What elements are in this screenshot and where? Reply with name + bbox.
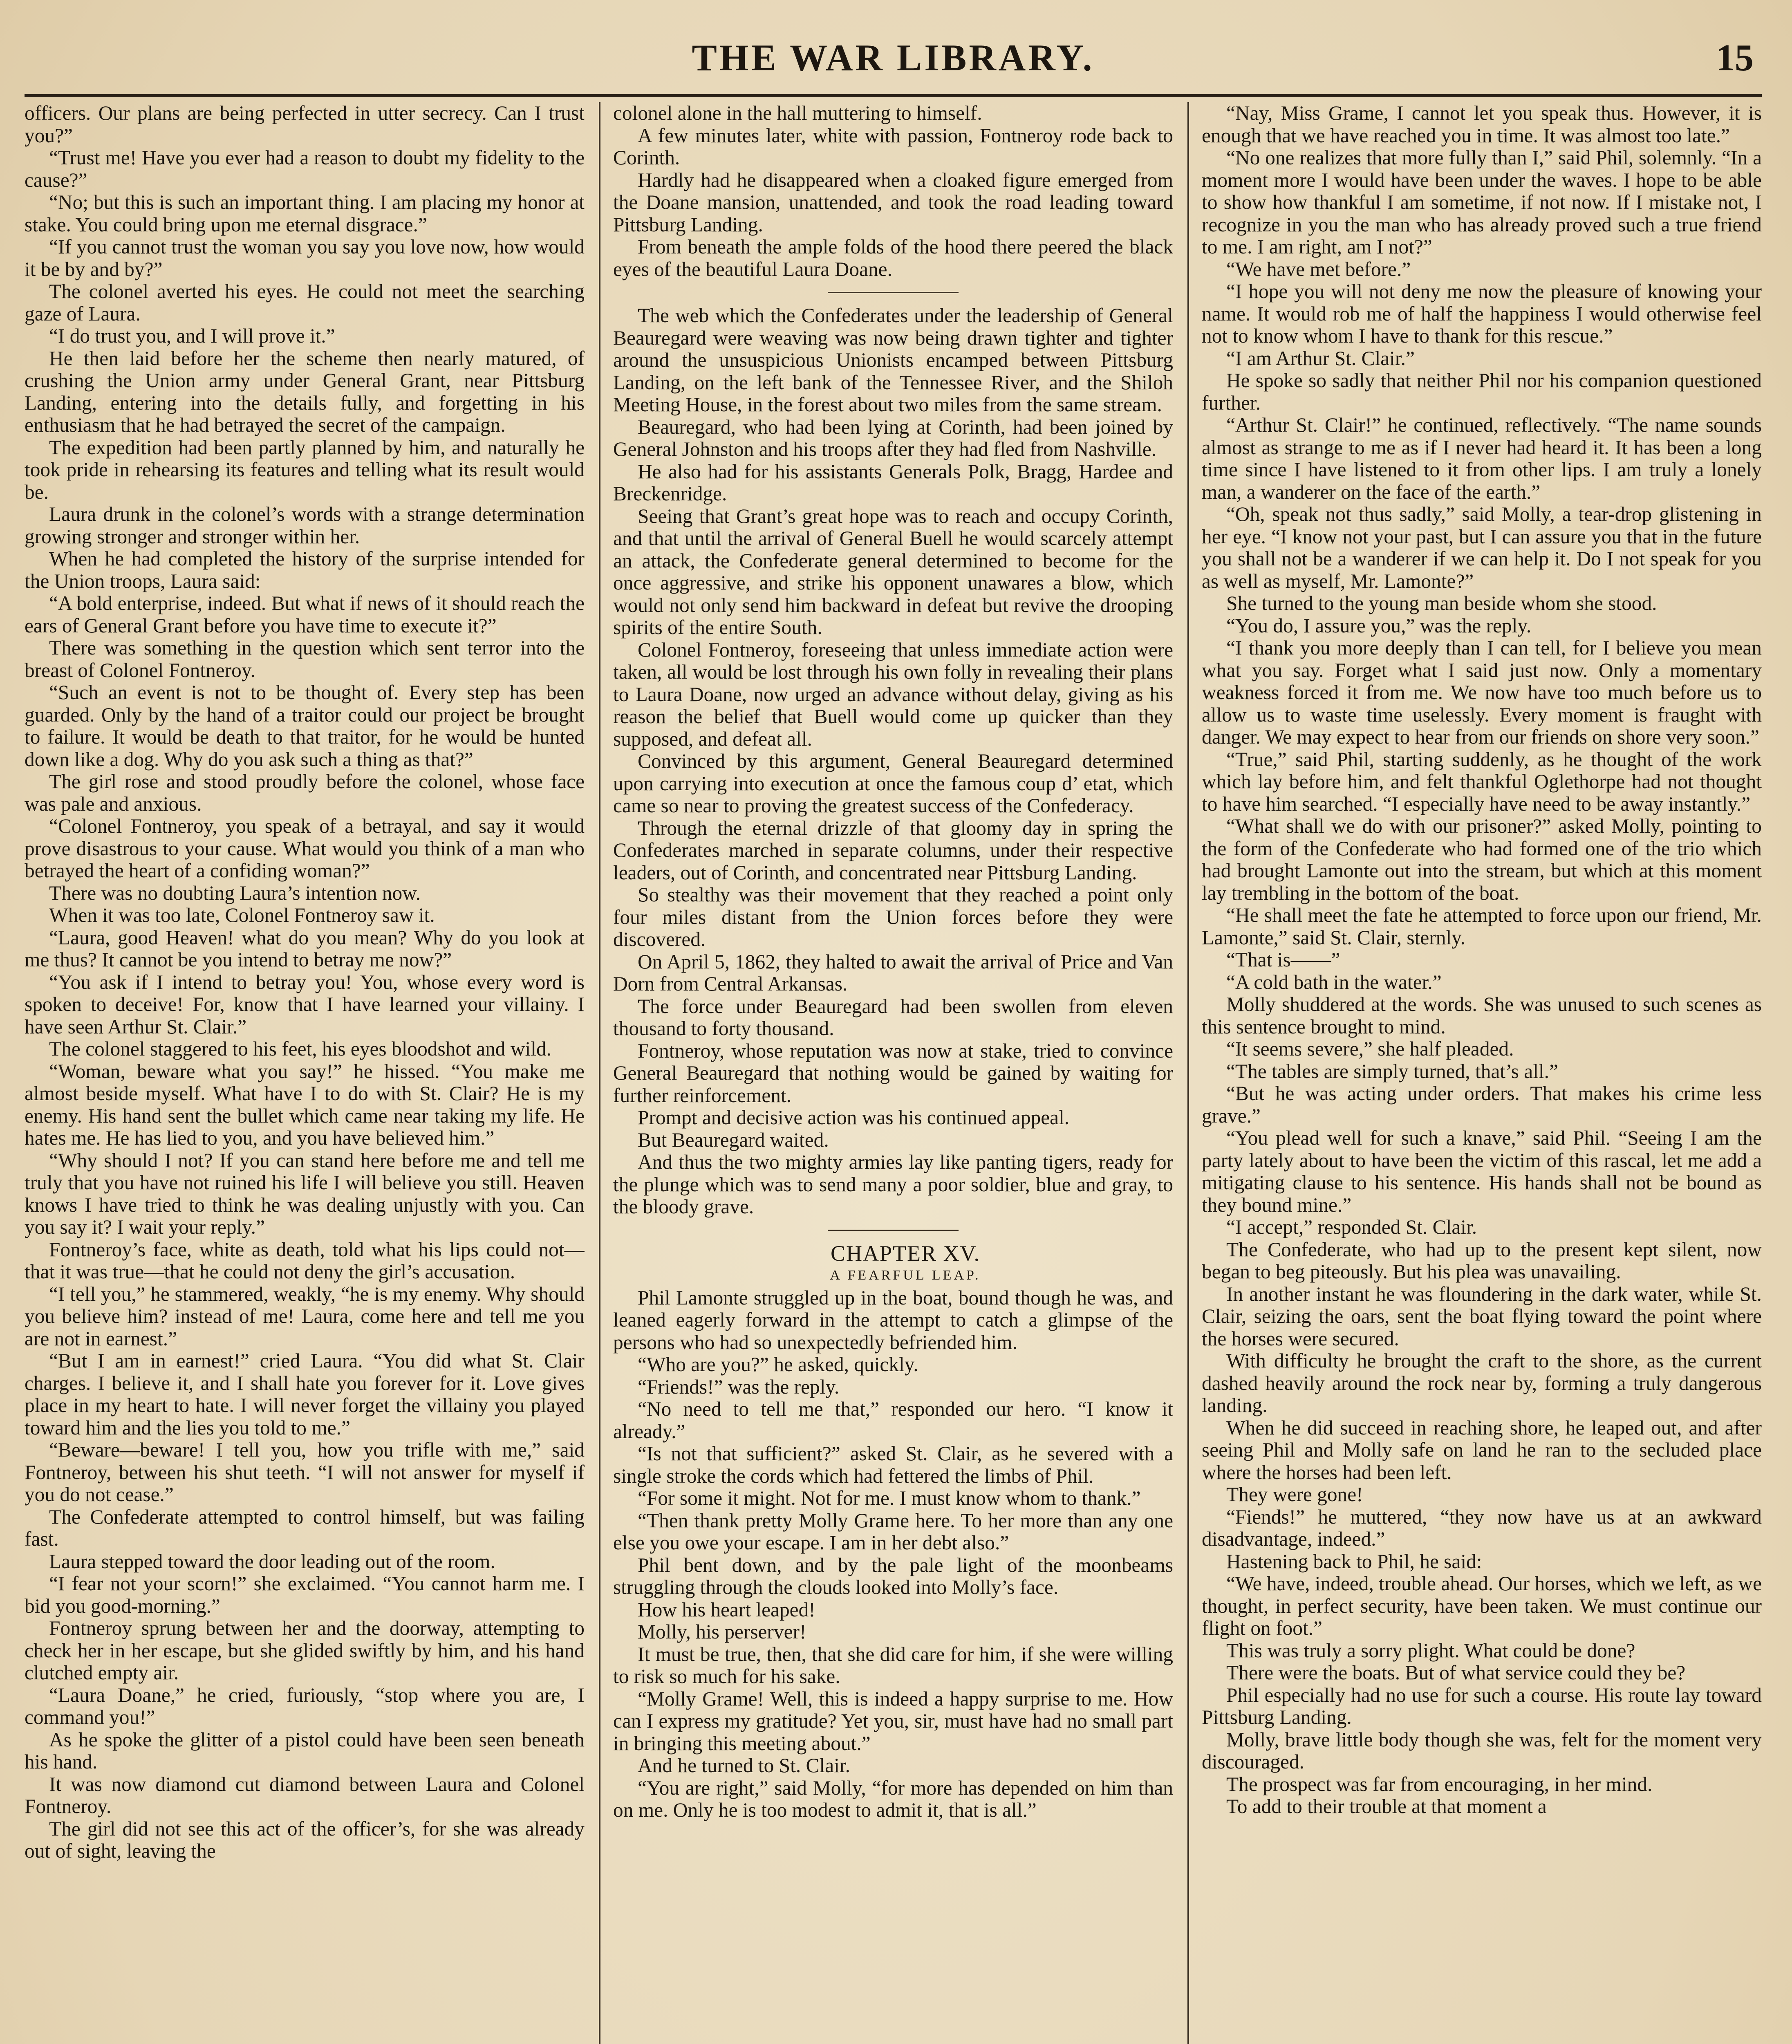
paragraph: “I tell you,” he stammered, weakly, “he is my enemy. Why should you believe him? instead of me! Laura, come here and tell me you are not in earnest.” bbox=[25, 1282, 585, 1350]
paragraph: He also had for his assistants Generals Polk, Bragg, Hardee and Breckenridge. bbox=[613, 460, 1173, 505]
paragraph: “Laura Doane,” he cried, furiously, “stop where you are, I command you!” bbox=[25, 1683, 585, 1728]
paragraph: Convinced by this argument, General Beauregard determined upon carrying into execution at once the famous coup d’ etat, which came so near to proving the greatest success of the Confederacy. bbox=[613, 750, 1173, 817]
paragraph: “Colonel Fontneroy, you speak of a betrayal, and say it would prove disastrous to your cause. What would you think of a man who betrayed the heart of a confiding woman?” bbox=[25, 815, 585, 882]
publication-title: THE WAR LIBRARY. bbox=[692, 37, 1095, 78]
paragraph: It was now diamond cut diamond between Laura and Colonel Fontneroy. bbox=[25, 1773, 585, 1818]
paragraph: Prompt and decisive action was his continued appeal. bbox=[638, 1106, 1070, 1129]
paragraph: Laura stepped toward the door leading out of the room. bbox=[49, 1550, 495, 1573]
paragraph: “No; but this is such an important thing. I am placing my honor at stake. You could bring upon me eternal disgrace.” bbox=[25, 191, 585, 236]
paragraph: “He shall meet the fate he attempted to force upon our friend, Mr. Lamonte,” said St. Clair, sternly. bbox=[1202, 904, 1762, 949]
paragraph: The colonel staggered to his feet, his eyes bloodshot and wild. bbox=[49, 1038, 552, 1060]
paragraph: How his heart leaped! bbox=[638, 1598, 815, 1621]
paragraph: Molly shuddered at the words. She was unused to such scenes as this sentence brought to mind. bbox=[1202, 993, 1762, 1038]
paragraph: “Who are you?” he asked, quickly. bbox=[638, 1353, 918, 1376]
paragraph: The colonel averted his eyes. He could not meet the searching gaze of Laura. bbox=[25, 280, 585, 325]
paragraph: Through the eternal drizzle of that gloomy day in spring the Confederates marched in separate columns, under their respective leaders, out of Corinth, and concentrated near Pittsburg Landing. bbox=[613, 816, 1173, 884]
paragraph: Beauregard, who had been lying at Corinth, had been joined by General Johnston and his troops after they had fled from Nashville. bbox=[613, 415, 1173, 460]
paragraph: “Trust me! Have you ever had a reason to doubt my fidelity to the cause?” bbox=[25, 146, 585, 191]
paragraph: Seeing that Grant’s great hope was to reach and occupy Corinth, and that until the arrival of General Buell he would scarcely attempt an attack, the Confederate general determined to become for the once aggressive, and strike his opponent unawares a blow, which would not only send him backward in defeat but revive the drooping spirits of the entire South. bbox=[613, 504, 1173, 639]
paragraph: “Friends!” was the reply. bbox=[638, 1375, 840, 1398]
paragraph: “You plead well for such a knave,” said Phil. “Seeing I am the party lately about to have been the victim of this rascal, let me add a mitigating clause to his sentence. His hands shall not be bound as they bound mine.” bbox=[1202, 1127, 1762, 1216]
paragraph: With difficulty he brought the craft to the shore, as the current dashed heavily around the rock near by, forming a truly dangerous landing. bbox=[1202, 1349, 1762, 1416]
paragraph: “Molly Grame! Well, this is indeed a happy surprise to me. How can I express my gratitude? Yet you, sir, must have had no small part in bringing this meeting about.” bbox=[613, 1687, 1173, 1755]
paragraph: “True,” said Phil, starting suddenly, as he thought of the work which lay before him, and felt thankful Oglethorpe had not thought to have him searched. “I especially have need to be away instantly.” bbox=[1202, 748, 1762, 815]
paragraph: This was truly a sorry plight. What could be done? bbox=[1226, 1639, 1635, 1662]
paragraph: “Then thank pretty Molly Grame here. To her more than any one else you owe your escape. I am in her debt also.” bbox=[613, 1509, 1173, 1554]
paragraph: “A cold bath in the water.” bbox=[1226, 970, 1442, 993]
paragraph: “But he was acting under orders. That makes his crime less grave.” bbox=[1202, 1082, 1762, 1127]
paragraph: They were gone! bbox=[1226, 1483, 1363, 1506]
column-3 bbox=[1202, 102, 1762, 2044]
paragraph: But Beauregard waited. bbox=[638, 1128, 829, 1151]
paragraph: “I fear not your scorn!” she exclaimed. “You cannot harm me. I bid you good-morning.” bbox=[25, 1572, 585, 1617]
paragraph: From beneath the ample folds of the hood there peered the black eyes of the beautiful Laura Doane. bbox=[613, 235, 1173, 280]
paragraph: On April 5, 1862, they halted to await the arrival of Price and Van Dorn from Central Arkansas. bbox=[613, 950, 1173, 995]
paragraph: The girl did not see this act of the officer’s, for she was already out of sight, leaving the bbox=[25, 1817, 585, 1862]
chapter-subtitle: A FEARFUL LEAP. bbox=[830, 1268, 981, 1283]
paragraph: “I hope you will not deny me now the pleasure of knowing your name. It would rob me of half the happiness I would otherwise feel not to know whom I have to thank for this rescue.” bbox=[1202, 280, 1762, 347]
page-number: 15 bbox=[1716, 37, 1754, 78]
chapter-heading: CHAPTER XV. bbox=[830, 1241, 981, 1266]
paragraph: Fontneroy, whose reputation was now at stake, tried to convince General Beauregard that nothing would be gained by waiting for further reinforcement. bbox=[613, 1039, 1173, 1107]
paragraph: Molly, brave little body though she was, felt for the moment very discouraged. bbox=[1202, 1728, 1762, 1773]
paragraph: Fontneroy sprung between her and the doorway, attempting to check her in her escape, but she glided swiftly by him, and his hand clutched empty air. bbox=[25, 1617, 585, 1684]
paragraph: Laura drunk in the colonel’s words with a strange determination growing stronger and stronger within her. bbox=[25, 503, 585, 548]
paragraph: The girl rose and stood proudly before the colonel, whose face was pale and anxious. bbox=[25, 770, 585, 815]
column-2 bbox=[613, 102, 1173, 2044]
paragraph: The web which the Confederates under the leadership of General Beauregard were weaving was now being drawn tighter and tighter around the unsuspicious Unionists encamped between Pittsburg Landing, on the left bank of the Tennessee River, and the Shiloh Meeting House, in the forest about two miles from the same stream. bbox=[613, 304, 1173, 416]
paragraph: In another instant he was floundering in the dark water, while St. Clair, seizing the oars, sent the boat flying toward the point where the horses were secured. bbox=[1202, 1282, 1762, 1350]
paragraph: “Oh, speak not thus sadly,” said Molly, a tear-drop glistening in her eye. “I know not your past, but I can assure you that in the future you shall not be a wanderer if we can help it. Do I not speak for you as well as myself, Mr. Lamonte?” bbox=[1202, 503, 1762, 592]
paragraph: “No one realizes that more fully than I,” said Phil, solemnly. “In a moment more I would have been under the waves. I hope to be able to show how thankful I am sometime, if not now. If I mistake not, I recognize in you the man who has already proved such a true friend to me. I am right, am I not?” bbox=[1202, 146, 1762, 258]
paragraph: “Why should I not? If you can stand here before me and tell me truly that you have not ruined his life I will believe you still. Heaven knows I have tried to think he was dealing unjustly with you. Can you say it? I wait your reply.” bbox=[25, 1149, 585, 1238]
paragraph: “I accept,” responded St. Clair. bbox=[1226, 1216, 1477, 1238]
paragraph: “Fiends!” he muttered, “they now have us at an awkward disadvantage, indeed.” bbox=[1202, 1505, 1762, 1550]
paragraph: “But I am in earnest!” cried Laura. “You did what St. Clair charges. I believe it, and I shall hate you forever for it. Love gives place in my heart to hate. I will never forget the villainy you played toward him and the lies you told to me.” bbox=[25, 1349, 585, 1439]
paragraph: The expedition had been partly planned by him, and naturally he took pride in rehearsing its features and telling what its result would be. bbox=[25, 436, 585, 503]
paragraph: The Confederate, who had up to the present kept silent, now began to beg piteously. But his plea was unavailing. bbox=[1202, 1238, 1762, 1283]
paragraph: “A bold enterprise, indeed. But what if news of it should reach the ears of General Grant before you have time to execute it?” bbox=[25, 592, 585, 637]
paragraph: “What shall we do with our prisoner?” asked Molly, pointing to the form of the Confederate who had formed one of the trio which had brought Lamonte out into the stream, but which at this moment lay trembling in the bottom of the boat. bbox=[1202, 815, 1762, 904]
paragraph: There was something in the question which sent terror into the breast of Colonel Fontneroy. bbox=[25, 637, 585, 681]
paragraph: There were the boats. But of what service could they be? bbox=[1226, 1661, 1686, 1684]
paragraph: “It seems severe,” she half pleaded. bbox=[1226, 1038, 1514, 1060]
paragraph: Phil especially had no use for such a course. His route lay toward Pittsburg Landing. bbox=[1202, 1683, 1762, 1728]
paragraph: “I do trust you, and I will prove it.” bbox=[49, 325, 335, 347]
paragraph: officers. Our plans are being perfected in utter secrecy. Can I trust you?” bbox=[25, 102, 585, 147]
paragraph: He spoke so sadly that neither Phil nor his companion questioned further. bbox=[1202, 369, 1762, 414]
paragraph: There was no doubting Laura’s intention now. bbox=[49, 881, 421, 904]
paragraph: “You ask if I intend to betray you! You, whose every word is spoken to deceive! For, know that I have learned your villainy. I have seen Arthur St. Clair.” bbox=[25, 970, 585, 1038]
paragraph: “Arthur St. Clair!” he continued, reflectively. “The name sounds almost as strange to me as if I never had heard it. It has been a long time since I have listened to it from other lips. I am truly a lonely man, a wanderer on the face of the earth.” bbox=[1202, 414, 1762, 503]
paragraph: As he spoke the glitter of a pistol could have been seen beneath his hand. bbox=[25, 1728, 585, 1773]
column-1 bbox=[25, 102, 585, 2044]
paragraph: “You are right,” said Molly, “for more has depended on him than on me. Only he is too modest to admit it, that is all.” bbox=[613, 1776, 1173, 1821]
paragraph: “That is——” bbox=[1226, 948, 1340, 971]
paragraph: “I thank you more deeply than I can tell, for I believe you mean what you say. Forget what I said just now. Only a momentary weakness forced it from me. We now have too much before us to allow us to waste time uselessly. Every moment is fraught with danger. We may expect to hear from our friends on shore very soon.” bbox=[1202, 637, 1762, 748]
page-header bbox=[25, 33, 1762, 97]
paragraph: “Woman, beware what you say!” he hissed. “You make me almost beside myself. What have I to do with St. Clair? He is my enemy. His hand sent the bullet which came near taking my life. He hates me. He has lied to you, and you have believed him.” bbox=[25, 1060, 585, 1149]
paragraph: Phil Lamonte struggled up in the boat, bound though he was, and leaned eagerly forward in the attempt to catch a glimpse of the persons who had so unexpectedly befriended him. bbox=[613, 1286, 1173, 1354]
paragraph: “We have, indeed, trouble ahead. Our horses, which we left, as we thought, in perfect security, have been taken. We must continue our flight on foot.” bbox=[1202, 1572, 1762, 1639]
paragraph: “If you cannot trust the woman you say you love now, how would it be by and by?” bbox=[25, 235, 585, 280]
section-separator bbox=[828, 292, 959, 293]
paragraph: “Beware—beware! I tell you, how you trifle with me,” said Fontneroy, between his shut teeth. “I will not answer for myself if you do not cease.” bbox=[25, 1439, 585, 1506]
paragraph: When he had completed the history of the surprise intended for the Union troops, Laura said: bbox=[25, 547, 585, 592]
paragraph: The Confederate attempted to control himself, but was failing fast. bbox=[25, 1505, 585, 1550]
paragraph: It must be true, then, that she did care for him, if she were willing to risk so much for his sake. bbox=[613, 1643, 1173, 1688]
paragraph: Hardly had he disappeared when a cloaked figure emerged from the Doane mansion, unattended, and took the road leading toward Pittsburg Landing. bbox=[613, 168, 1173, 236]
paragraph: “The tables are simply turned, that’s all.” bbox=[1226, 1060, 1558, 1083]
paragraph: “Such an event is not to be thought of. Every step has been guarded. Only by the hand of a traitor could our project be brought to failure. It would be death to that traitor, for he would be hunted down like a dog. Why do you ask such a thing as that?” bbox=[25, 681, 585, 771]
paragraph: The force under Beauregard had been swollen from eleven thousand to forty thousand. bbox=[613, 995, 1173, 1040]
text-columns bbox=[25, 102, 1762, 2044]
paragraph: When it was too late, Colonel Fontneroy saw it. bbox=[49, 904, 435, 926]
paragraph: Colonel Fontneroy, foreseeing that unless immediate action were taken, all would be lost through his own folly in revealing their plans to Laura Doane, now urged an advance without delay, giving as his reason the belief that Buell would come up quicker than they supposed, and defeat all. bbox=[613, 638, 1173, 750]
paragraph: To add to their trouble at that moment a bbox=[1226, 1795, 1547, 1818]
section-separator bbox=[828, 1230, 959, 1231]
paragraph: “Laura, good Heaven! what do you mean? Why do you look at me thus? It cannot be you intend to betray me now?” bbox=[25, 926, 585, 971]
column-2-part-3 bbox=[613, 1287, 1173, 1822]
paragraph: And he turned to St. Clair. bbox=[638, 1754, 850, 1777]
paragraph: A few minutes later, white with passion, Fontneroy rode back to Corinth. bbox=[613, 124, 1173, 169]
paragraph: colonel alone in the hall muttering to himself. bbox=[613, 102, 982, 124]
paragraph: He then laid before her the scheme then nearly matured, of crushing the Union army under General Grant, near Pittsburg Landing, entering into the details fully, and forgetting in his enthusiasm that he had betrayed the secret of the campaign. bbox=[25, 347, 585, 436]
column-2-part-2 bbox=[613, 305, 1173, 1218]
paragraph: Phil bent down, and by the pale light of the moonbeams struggling through the clouds looked into Molly’s face. bbox=[613, 1553, 1173, 1598]
paragraph: “For some it might. Not for me. I must know whom to thank.” bbox=[638, 1487, 1141, 1509]
column-2-part-1 bbox=[613, 102, 1173, 280]
paragraph: Molly, his perserver! bbox=[638, 1620, 806, 1643]
column-divider bbox=[1187, 102, 1189, 2044]
paragraph: So stealthy was their movement that they reached a point only four miles distant from the Union forces before they were discovered. bbox=[613, 883, 1173, 950]
paragraph: “You do, I assure you,” was the reply. bbox=[1226, 614, 1532, 637]
paragraph: She turned to the young man beside whom she stood. bbox=[1226, 592, 1657, 614]
paragraph: “Nay, Miss Grame, I cannot let you speak thus. However, it is enough that we have reached you in time. It was almost too late.” bbox=[1202, 102, 1762, 147]
paragraph: When he did succeed in reaching shore, he leaped out, and after seeing Phil and Molly safe on land he ran to the secluded place where the horses had been left. bbox=[1202, 1416, 1762, 1484]
paragraph: The prospect was far from encouraging, in her mind. bbox=[1226, 1773, 1653, 1795]
column-divider bbox=[599, 102, 600, 2044]
paragraph: And thus the two mighty armies lay like panting tigers, ready for the plunge which was to send many a poor soldier, blue and gray, to the bloody grave. bbox=[613, 1151, 1173, 1218]
paragraph: “No need to tell me that,” responded our hero. “I know it already.” bbox=[613, 1398, 1173, 1443]
paragraph: Fontneroy’s face, white as death, told what his lips could not—that it was true—that he could not deny the girl’s accusation. bbox=[25, 1238, 585, 1283]
paragraph: “We have met before.” bbox=[1226, 258, 1411, 280]
paragraph: Hastening back to Phil, he said: bbox=[1226, 1550, 1482, 1573]
paragraph: “I am Arthur St. Clair.” bbox=[1226, 347, 1415, 370]
paragraph: “Is not that sufficient?” asked St. Clair, as he severed with a single stroke the cords which had fettered the limbs of Phil. bbox=[613, 1442, 1173, 1487]
